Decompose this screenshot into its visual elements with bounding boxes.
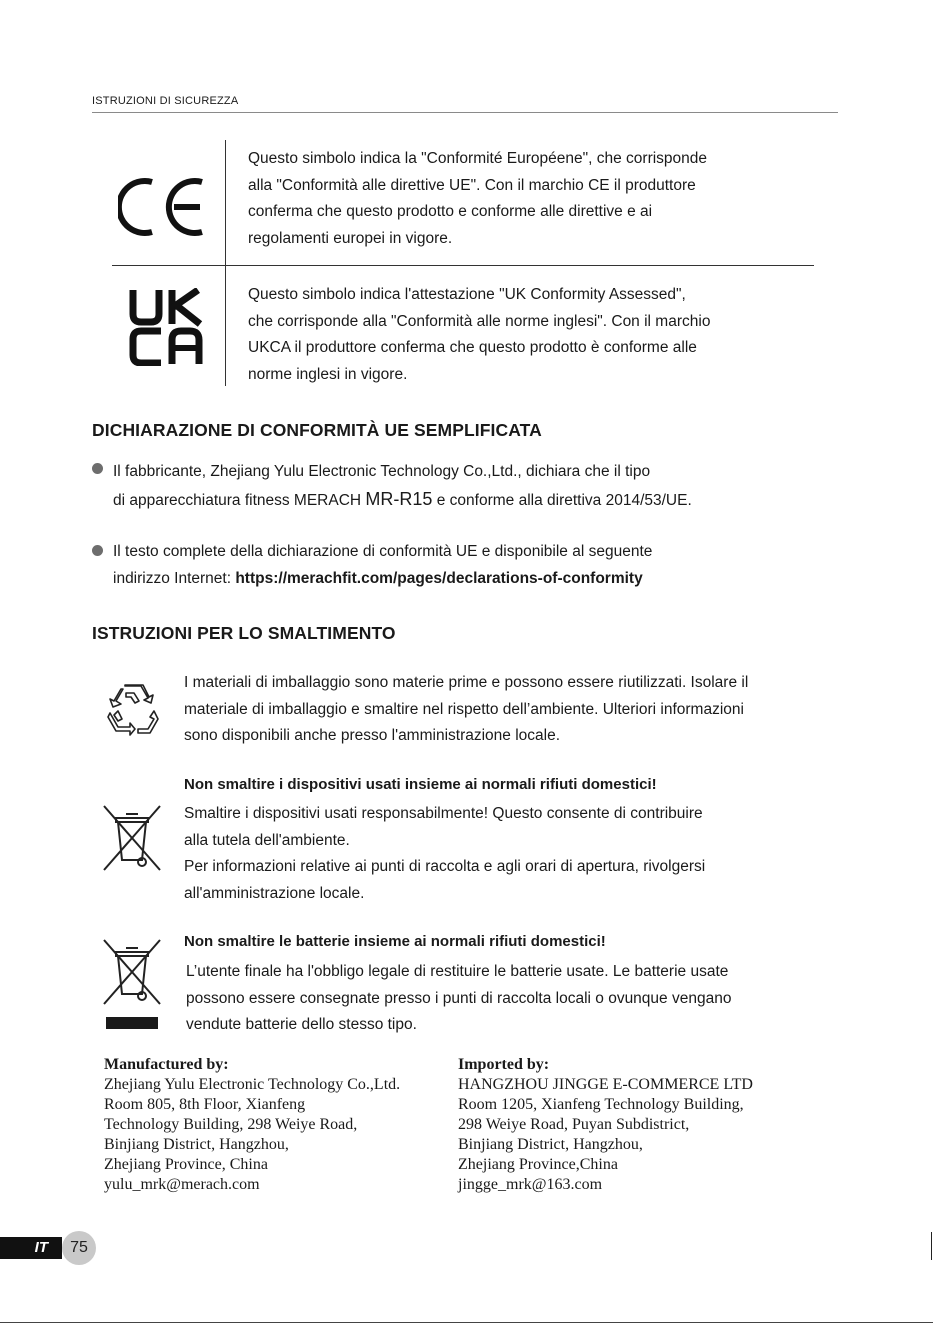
devices-line: all'amministrazione locale.	[184, 884, 365, 902]
crossed-bin-icon	[102, 804, 162, 872]
batteries-line: L’utente finale ha l'obbligo legale di restituire le batterie usate. Le batterie usate	[186, 963, 729, 980]
ukca-line: norme inglesi in vigore.	[248, 365, 408, 383]
ukca-line: che corrisponde alla "Conformità alle norme inglesi". Con il marchio	[248, 312, 711, 330]
bullet-line: Il testo complete della dichiarazione di conformità UE e disponibile al seguente	[113, 543, 653, 560]
address-line: Zhejiang Yulu Electronic Technology Co.,Ltd.	[104, 1076, 401, 1093]
batteries-warning-title: Non smaltire le batterie insieme ai normali rifiuti domestici!	[184, 933, 606, 950]
ukca-mark-icon	[128, 288, 206, 366]
page-number: 75	[62, 1231, 96, 1265]
declaration-title: DICHIARAZIONE DI CONFORMITÀ UE SEMPLIFICATA	[92, 420, 542, 440]
manufacturer-block	[104, 1055, 454, 1195]
ce-line: conferma che questo prodotto e conforme alle direttive e ai	[248, 203, 653, 220]
devices-text	[184, 801, 834, 907]
bullet-line: Il fabbricante, Zhejiang Yulu Electronic Technology Co.,Ltd., dichiara che il tipo	[113, 463, 651, 480]
header-divider	[92, 112, 838, 113]
manufacturer-email[interactable]: yulu_mrk@merach.com	[104, 1176, 260, 1193]
bullet-line	[113, 566, 813, 593]
table-horizontal-divider	[112, 265, 814, 266]
manufacturer-title: Manufactured by:	[104, 1056, 229, 1073]
bullet-text-pre: indirizzo Internet:	[113, 569, 236, 587]
address-line: Technology Building, 298 Weiye Road,	[104, 1116, 358, 1133]
address-line: Binjiang District, Hangzhou,	[104, 1136, 289, 1153]
bullet-text-pre: di apparecchiatura fitness MERACH	[113, 491, 366, 509]
ce-line: alla "Conformità alle direttive UE". Con il marchio CE il produttore	[248, 176, 696, 194]
batteries-line: vendute batterie dello stesso tipo.	[186, 1016, 417, 1033]
model-code: MR-R15	[365, 488, 433, 509]
bullet-line	[113, 486, 813, 515]
address-line: 298 Weiye Road, Puyan Subdistrict,	[458, 1116, 690, 1133]
recycle-icon	[104, 681, 162, 739]
ce-line: regolamenti europei in vigore.	[248, 229, 453, 247]
ukca-description	[248, 282, 808, 388]
bullet-text-post: e conforme alla direttiva 2014/53/UE.	[432, 491, 692, 509]
section-header-label: ISTRUZIONI DI SICUREZZA	[92, 95, 239, 107]
packaging-line: sono disponibili anche presso l'amministrazione locale.	[184, 727, 561, 744]
importer-title: Imported by:	[458, 1056, 550, 1073]
page-bottom-rule	[0, 1322, 933, 1323]
batteries-line: possono essere consegnate presso i punti di raccolta locali o ovunque vengano	[186, 989, 732, 1007]
bullet-dot	[92, 463, 103, 474]
disposal-title: ISTRUZIONI PER LO SMALTIMENTO	[92, 623, 396, 643]
ce-description	[248, 146, 808, 252]
address-line: Binjiang District, Hangzhou,	[458, 1136, 643, 1153]
devices-line: alla tutela dell'ambiente.	[184, 831, 350, 849]
packaging-line: I materiali di imballaggio sono materie prime e possono essere riutilizzati. Isolare il	[184, 674, 749, 691]
packaging-text	[184, 670, 834, 750]
address-line: Zhejiang Province, China	[104, 1156, 268, 1173]
declaration-bullet-2	[113, 539, 813, 592]
page-edge-mark	[931, 1232, 932, 1260]
table-vertical-divider	[225, 140, 226, 386]
packaging-line: materiale di imballaggio e smaltire nel rispetto dell’ambiente. Ulteriori informazioni	[184, 700, 744, 718]
ukca-line: Questo simbolo indica l'attestazione "UK Conformity Assessed",	[248, 286, 686, 303]
devices-warning-title: Non smaltire i dispositivi usati insieme ai normali rifiuti domestici!	[184, 776, 657, 793]
declaration-bullet-1	[113, 459, 813, 514]
ce-line: Questo simbolo indica la "Conformité Européene", che corrisponde	[248, 150, 708, 167]
bullet-dot	[92, 545, 103, 556]
address-line: Room 805, 8th Floor, Xianfeng	[104, 1096, 306, 1113]
address-line: Room 1205, Xianfeng Technology Building,	[458, 1096, 744, 1113]
importer-email[interactable]: jingge_mrk@163.com	[458, 1176, 603, 1193]
batteries-text	[186, 959, 846, 1039]
devices-line: Smaltire i dispositivi usati responsabilmente! Questo consente di contribuire	[184, 805, 703, 822]
importer-block	[458, 1055, 838, 1195]
declaration-url[interactable]: https://merachfit.com/pages/declarations-of-conformity	[235, 569, 643, 587]
ce-mark-icon	[118, 174, 206, 240]
language-tab: IT	[0, 1237, 62, 1259]
address-line: Zhejiang Province,China	[458, 1156, 618, 1173]
crossed-bin-battery-icon	[102, 938, 162, 1006]
address-line: HANGZHOU JINGGE E-COMMERCE LTD	[458, 1076, 753, 1093]
devices-line: Per informazioni relative ai punti di raccolta e agli orari di apertura, rivolgersi	[184, 858, 706, 875]
battery-bar	[106, 1017, 158, 1029]
ukca-line: UKCA il produttore conferma che questo prodotto è conforme alle	[248, 339, 697, 356]
